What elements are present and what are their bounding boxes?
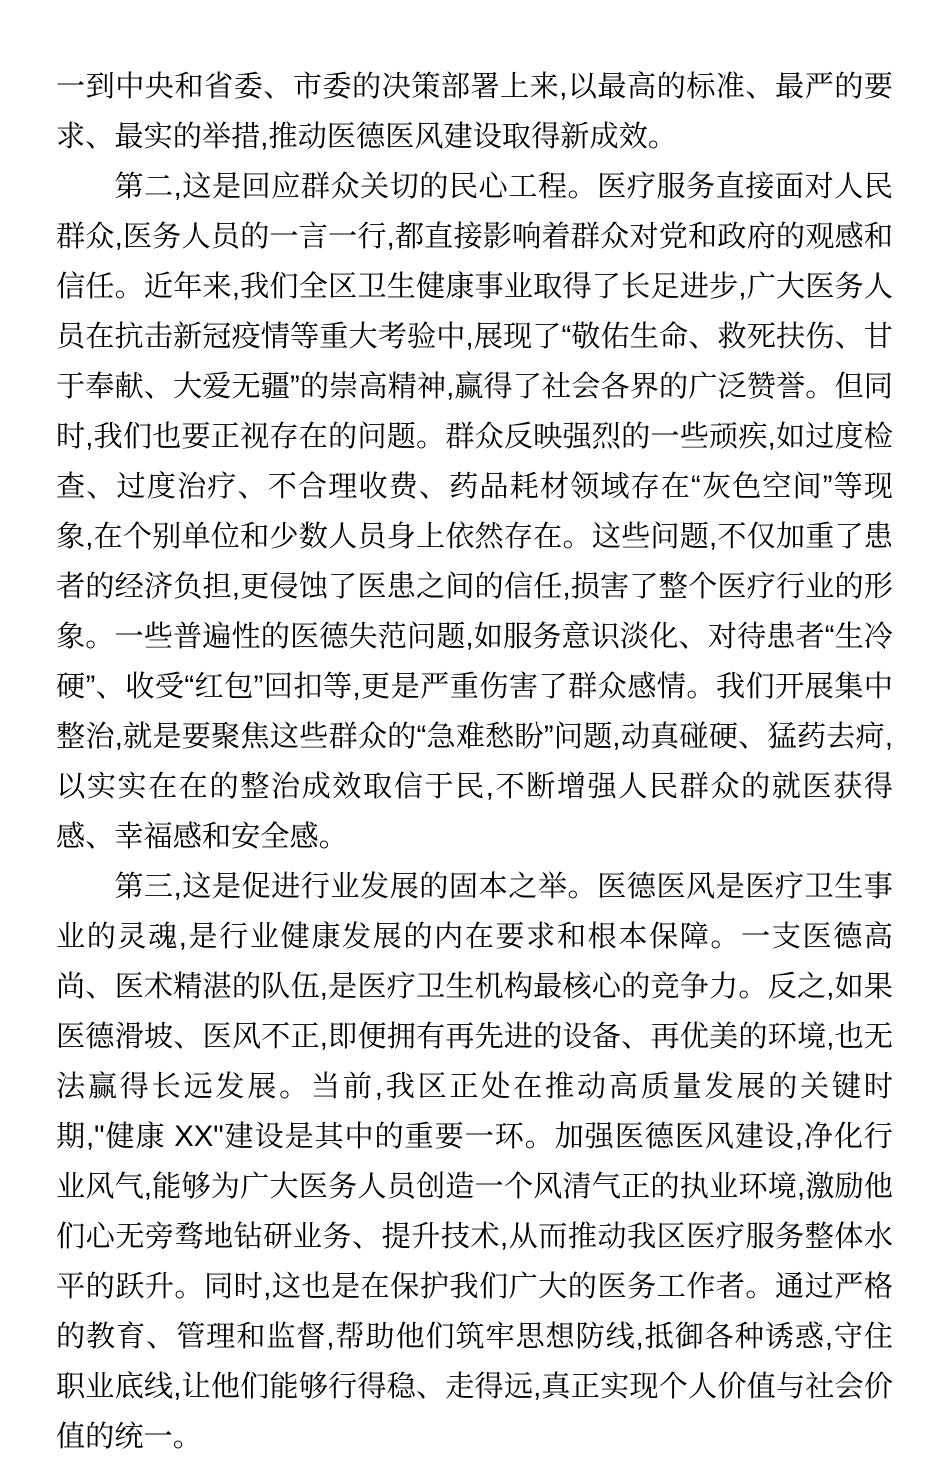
paragraph-point-two: 第二,这是回应群众关切的民心工程。医疗服务直接面对人民群众,医务人员的一言一行,都直接影响着群众对党和政府的观感和信任。近年来,我们全区卫生健康事业取得了长足进步,广大医务人员在抗击新冠疫情等重大考验中,展现了“敬佑生命、救死扶伤、甘于奉献、大爱无疆”的崇高精神,赢得了社会各界的广泛赞誉。但同时,我们也要正视存在的问题。群众反映强烈的一些顽疾,如过度检查、过度治疗、不合理收费、药品耗材领域存在“灰色空间”等现象,在个别单位和少数人员身上依然存在。这些问题,不仅加重了患者的经济负担,更侵蚀了医患之间的信任,损害了整个医疗行业的形象。一些普遍性的医德失范问题,如服务意识淡化、对待患者“生冷硬”、收受“红包”回扣等,更是严重伤害了群众感情。我们开展集中整治,就是要聚焦这些群众的“急难愁盼”问题,动真碰硬、猛药去疴,以实实在在的整治成效取信于民,不断增强人民群众的就医获得感、幸福感和安全感。 [56,171,893,853]
paragraph-continuation: 一到中央和省委、市委的决策部署上来,以最高的标准、最严的要求、最实的举措,推动医德医风建设取得新成效。 [56,71,893,153]
document-body [56,62,893,1462]
paragraph-point-three: 第三,这是促进行业发展的固本之举。医德医风是医疗卫生事业的灵魂,是行业健康发展的内在要求和根本保障。一支医德高尚、医术精湛的队伍,是医疗卫生机构最核心的竞争力。反之,如果医德滑坡、医风不正,即便拥有再先进的设备、再优美的环境,也无法赢得长远发展。当前,我区正处在推动高质量发展的关键时期,"健康 XX"建设是其中的重要一环。加强医德医风建设,净化行业风气,能够为广大医务人员创造一个风清气正的执业环境,激励他们心无旁骛地钻研业务、提升技术,从而推动我区医疗服务整体水平的跃升。同时,这也是在保护我们广大的医务工作者。通过严格的教育、管理和监督,帮助他们筑牢思想防线,抵御各种诱惑,守住职业底线,让他们能够行得稳、走得远,真正实现个人价值与社会价值的统一。 [56,871,893,1453]
